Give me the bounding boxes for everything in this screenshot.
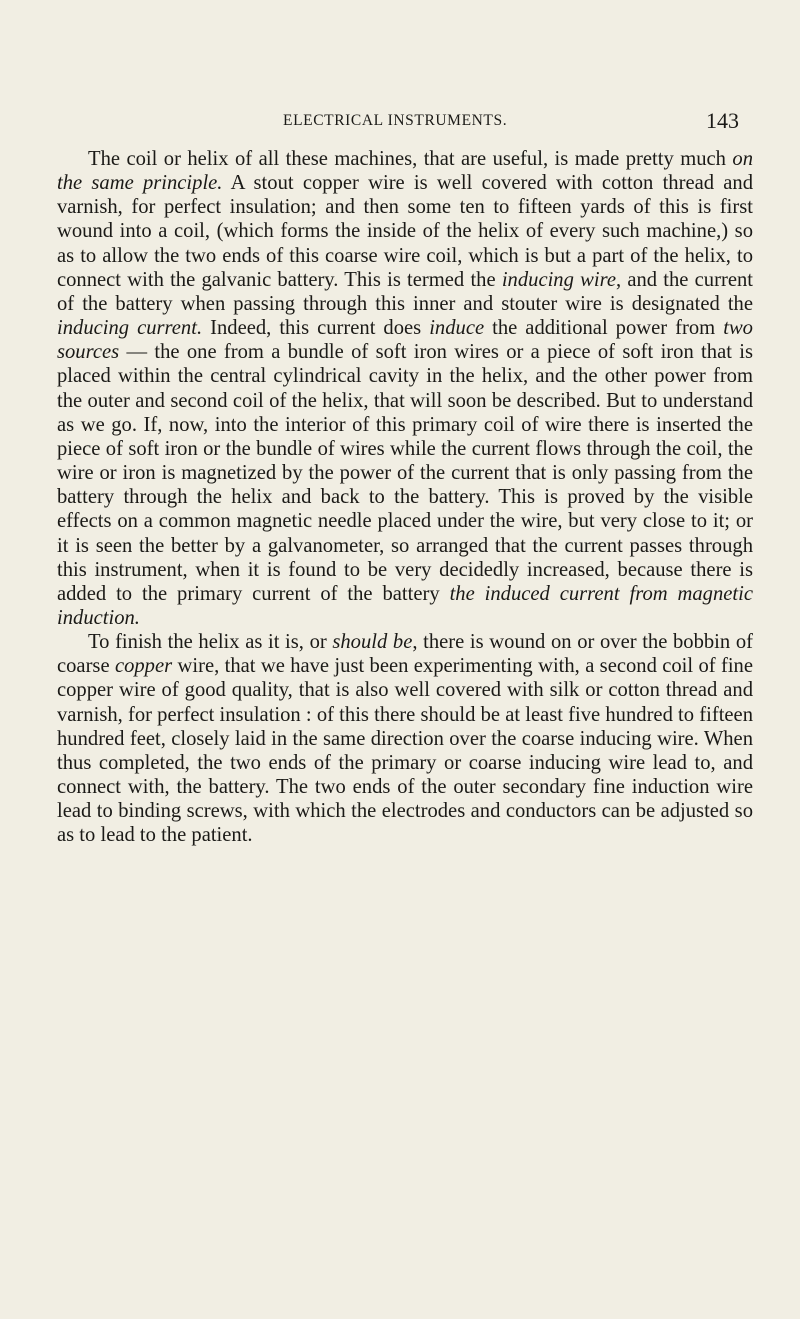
- italic-run: induce: [429, 317, 485, 340]
- text-run: , and the current of the battery when passing through this inner and stouter wire is designated the: [57, 268, 753, 315]
- italic-run: should be: [332, 631, 413, 654]
- italic-run: on the same principle.: [57, 148, 753, 195]
- text-run: , there is wound on or over the bobbin of coarse: [57, 631, 753, 678]
- paragraph: [57, 630, 753, 847]
- running-title: ELECTRICAL INSTRUMENTS.: [283, 112, 508, 129]
- italic-run: the induced current from magnetic induction.: [57, 582, 754, 629]
- text-run: To finish the helix as it is, or: [88, 631, 333, 654]
- text-run: the additional power from: [484, 317, 724, 340]
- italic-run: inducing wire: [501, 268, 616, 291]
- italic-run: two sources: [57, 317, 753, 364]
- italic-run: copper: [114, 655, 173, 678]
- text-run: — the one from a bundle of soft iron wires or a piece of soft iron that is placed within the central cylindrical cavity in the helix, and the other power from the outer and second coil of the helix, that will soon be described. But to understand as we go. If, now, into the interior of this primary coil of wire there is inserted the piece of soft iron or the bundle of wires while the current flows through the coil, the wire or iron is magnetized by the power of the current that is only passing from the battery through the helix and back to the battery. This is proved by the visible effects on a common magnetic needle placed under the wire, but very close to it; or it is seen the better by a galvanometer, so arranged that the current passes through this instrument, when it is found to be very decidedly increased, because there is added to the primary current of the battery: [57, 341, 753, 605]
- italic-run: inducing current.: [57, 317, 203, 340]
- paragraph: [57, 147, 753, 630]
- page-number: 143: [706, 108, 739, 133]
- text-run: The coil or helix of all these machines, that are useful, is made pretty much: [88, 148, 733, 170]
- text-run: wire, that we have just been experimenting with, a second coil of fine copper wire of good quality, that is also well covered with silk or cotton thread and varnish, for perfect insulation : of this there should be at least five hundred to fifteen hundred feet, closely laid in the same direction over the coarse inducing wire. When thus completed, the two ends of the primary or coarse inducing wire lead to, and connect with, the battery. The two ends of the outer secondary fine induction wire lead to binding screws, with which the electrodes and conductors can be adjusted so as to lead to the patient.: [57, 655, 753, 847]
- text-run: Indeed, this current does: [202, 317, 430, 340]
- running-header: [0, 106, 800, 136]
- body-text: [57, 147, 753, 848]
- text-run: A stout copper wire is well covered with cotton thread and varnish, for perfect insulation; and then some ten to fifteen yards of this is first wound into a coil, (which forms the inside of the helix of every such machine,) so as to allow the two ends of this coarse wire coil, which is but a part of the helix, to connect with the galvanic battery. This is termed the: [57, 172, 754, 291]
